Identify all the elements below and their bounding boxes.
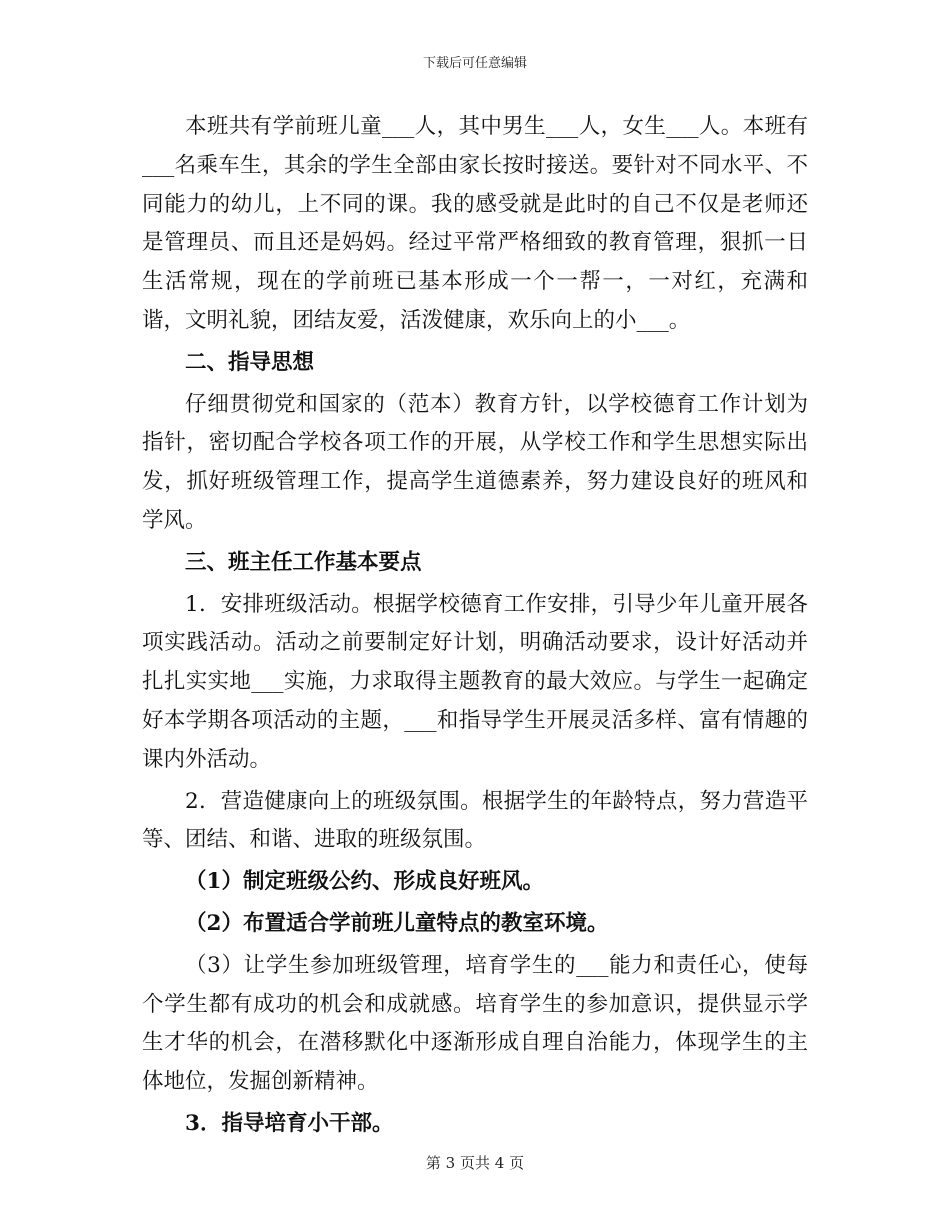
paragraph-point-1: 1．安排班级活动。根据学校德育工作安排，引导少年儿童开展各项实践活动。活动之前要制定好计划，明确活动要求，设计好活动并扎扎实实地___实施，力求取得主题教育的最大效应。与学生一起确定好本学期各项活动的主题，___和指导学生开展灵活多样、富有情趣的课内外活动。: [142, 591, 808, 772]
document-body: [142, 108, 808, 1144]
page-header: 下载后可任意编辑: [422, 56, 527, 71]
subheading-1: （1）制定班级公约、形成良好班风。: [185, 869, 544, 895]
heading-point-3: 3．指导培育小干部。: [185, 1110, 394, 1136]
page-footer: 第 3 页共 4 页: [425, 1154, 525, 1172]
subheading-2: （2）布置适合学前班儿童特点的教室环境。: [185, 910, 609, 936]
paragraph-point-2: 2．营造健康向上的班级氛围。根据学生的年龄特点，努力营造平等、团结、和谐、进取的班级氛围。: [142, 788, 808, 853]
paragraph-guiding-ideology: 仔细贯彻党和国家的（范本）教育方针，以学校德育工作计划为指针，密切配合学校各项工作的开展，从学校工作和学生思想实际出发，抓好班级管理工作，提高学生道德素养，努力建设良好的班风和学风。: [142, 391, 808, 533]
paragraph-sub-3: （3）让学生参加班级管理，培育学生的___能力和责任心，使每个学生都有成功的机会和成就感。培育学生的参加意识，提供显示学生才华的机会，在潜移默化中逐渐形成自理自治能力，体现学生的主体地位，发掘创新精神。: [142, 952, 808, 1095]
heading-work-points: 三、班主任工作基本要点: [185, 549, 422, 575]
paragraph-class-overview: 本班共有学前班儿童___人，其中男生___人，女生___人。本班有___名乘车生，其余的学生全部由家长按时接送。要针对不同水平、不同能力的幼儿，上不同的课。我的感受就是此时的自己不仅是老师还是管理员、而且还是妈妈。经过平常严格细致的教育管理，狠抓一日生活常规，现在的学前班已基本形成一个一帮一，一对红，充满和谐，文明礼貌，团结友爱，活泼健康，欢乐向上的小___。: [142, 114, 808, 333]
heading-guiding-ideology: 二、指导思想: [185, 349, 315, 375]
